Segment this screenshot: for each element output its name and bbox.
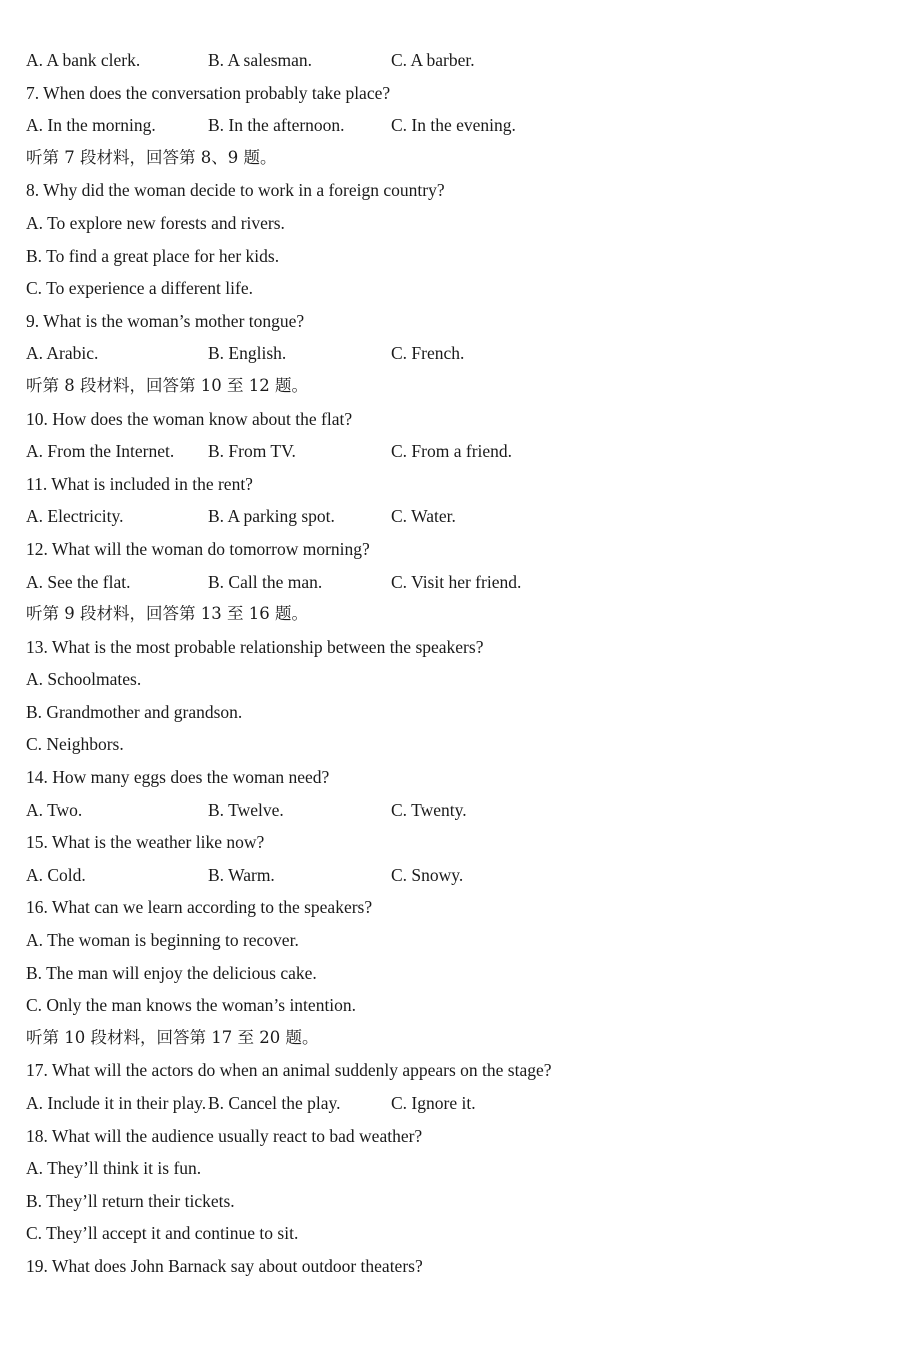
option-row [26,861,876,894]
option-a: A. Include it in their play. [26,1093,207,1113]
option-line: C. Only the man knows the woman’s intention. [26,995,357,1016]
option-b: B. English. [208,343,287,364]
option-row [26,111,876,144]
option-row [26,568,876,601]
question-text: 13. What is the most probable relationship between the speakers? [26,636,484,657]
option-line: C. Neighbors. [26,734,124,755]
option-b: B. Twelve. [208,799,284,820]
option-a: A. A bank clerk. [26,50,141,70]
option-c: C. Twenty. [391,799,467,820]
question-text: 17. What will the actors do when an animal suddenly appears on the stage? [26,1060,552,1081]
option-line: A. To explore new forests and rivers. [26,212,285,233]
option-b: B. A parking spot. [208,506,335,527]
section-instruction: 听第 9 段材料，回答第 13 至 16 题。 [26,604,308,624]
option-a: A. Two. [26,799,83,820]
option-line: A. The woman is beginning to recover. [26,930,299,951]
question-text: 8. Why did the woman decide to work in a foreign country? [26,180,445,201]
exam-page [26,46,876,1285]
option-line: B. Grandmother and grandson. [26,701,243,722]
question-text: 18. What will the audience usually react to bad weather? [26,1125,423,1146]
section-instruction: 听第 7 段材料，回答第 8、9 题。 [26,147,277,167]
option-line: B. The man will enjoy the delicious cake. [26,962,317,983]
option-line: B. To find a great place for her kids. [26,245,280,266]
option-a: A. Electricity. [26,506,124,527]
option-row [26,1089,876,1122]
option-c: C. French. [391,343,465,364]
option-row [26,46,876,79]
option-c: C. A barber. [391,50,475,70]
question-text: 10. How does the woman know about the flat? [26,408,353,429]
question-text: 7. When does the conversation probably take place? [26,82,391,103]
option-line: C. To experience a different life. [26,278,253,299]
option-a: A. See the flat. [26,571,131,592]
section-instruction: 听第 8 段材料，回答第 10 至 12 题。 [26,375,308,395]
option-b: B. A salesman. [208,50,313,70]
option-c: C. In the evening. [391,115,516,136]
option-c: C. Ignore it. [391,1093,476,1113]
option-a: A. From the Internet. [26,441,175,462]
option-line: C. They’ll accept it and continue to sit. [26,1223,299,1244]
option-b: B. Cancel the play. [208,1093,341,1113]
option-b: B. Call the man. [208,571,323,592]
question-text: 19. What does John Barnack say about outdoor theaters? [26,1255,423,1276]
option-line: B. They’ll return their tickets. [26,1190,235,1211]
option-row [26,437,876,470]
question-text: 15. What is the weather like now? [26,832,265,853]
option-a: A. Arabic. [26,343,99,364]
option-c: C. Water. [391,506,456,527]
question-text: 11. What is included in the rent? [26,473,253,494]
option-row [26,796,876,829]
question-text: 12. What will the woman do tomorrow morning? [26,538,370,559]
option-c: C. From a friend. [391,441,513,462]
option-b: B. From TV. [208,441,296,462]
option-c: C. Visit her friend. [391,571,522,592]
option-b: B. In the afternoon. [208,115,345,136]
option-line: A. Schoolmates. [26,669,142,690]
option-row [26,502,876,535]
option-line: A. They’ll think it is fun. [26,1158,202,1179]
section-instruction: 听第 10 段材料，回答第 17 至 20 题。 [26,1027,319,1047]
option-c: C. Snowy. [391,864,464,885]
question-text: 9. What is the woman’s mother tongue? [26,310,305,331]
question-text: 16. What can we learn according to the speakers? [26,897,373,918]
option-row [26,339,876,372]
option-a: A. In the morning. [26,115,156,136]
option-a: A. Cold. [26,864,86,885]
option-b: B. Warm. [208,864,275,885]
question-text: 14. How many eggs does the woman need? [26,767,330,788]
